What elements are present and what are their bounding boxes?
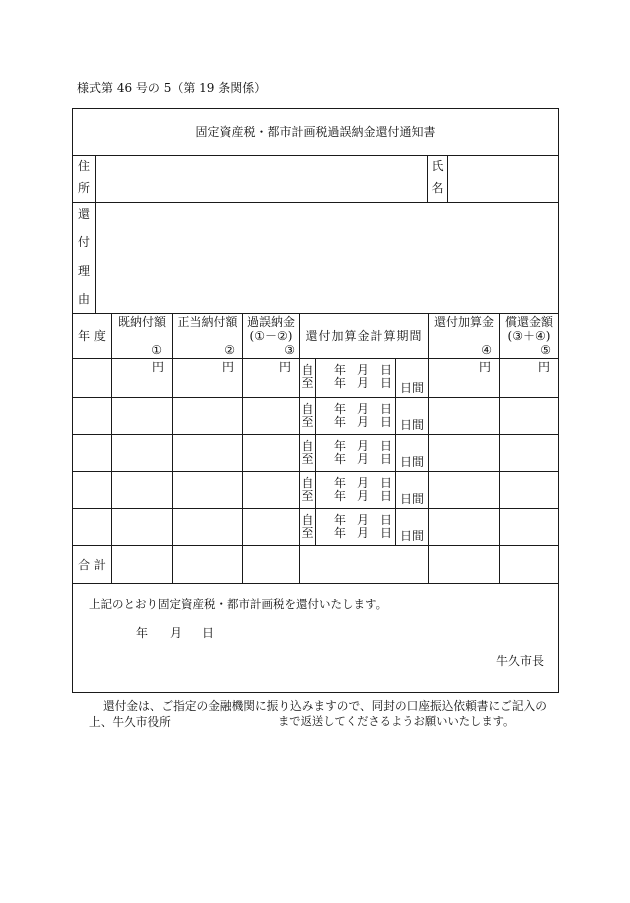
total-overpaid-cell — [243, 546, 300, 583]
addition-amount-cell — [429, 509, 500, 545]
title-row — [73, 109, 558, 156]
from-label: 自 — [301, 402, 314, 416]
header-correct-amount-number: ② — [224, 343, 235, 357]
header-period: 還付加算金計算期間 — [300, 314, 429, 358]
correct-amount-cell — [173, 435, 243, 471]
addition-amount-cell — [429, 472, 500, 508]
year-cell — [73, 509, 112, 545]
header-year: 年 度 — [73, 314, 112, 358]
date-year-label: 年 — [334, 415, 347, 429]
days-cell — [396, 359, 429, 397]
overpaid-amount-cell — [243, 472, 300, 508]
from-label: 自 — [301, 513, 314, 527]
period-from-to-cell — [300, 435, 316, 471]
period-from-to-cell — [300, 509, 316, 545]
header-paid-amount — [112, 314, 173, 358]
footnote-line-1: 還付金は、ご指定の金融機関に振り込みますので、同封の口座振込依頼書にご記入の — [103, 699, 547, 713]
date-day-label: 日 — [380, 376, 393, 390]
total-paid-cell — [112, 546, 173, 583]
name-field — [448, 156, 558, 202]
date-month-label: 月 — [357, 376, 370, 390]
address-label-char: 所 — [77, 181, 90, 195]
date-year-label: 年 — [334, 363, 347, 377]
days-cell — [396, 509, 429, 545]
days-cell — [396, 472, 429, 508]
notice-date-day-label: 日 — [202, 626, 215, 640]
date-day-label: 日 — [380, 402, 393, 416]
header-overpaid-amount-formula: (①－②) — [249, 329, 293, 343]
paid-amount-cell — [112, 472, 173, 508]
reason-label — [73, 203, 96, 313]
date-year-label: 年 — [334, 513, 347, 527]
header-spacer — [429, 329, 499, 343]
yen-unit: 円 — [221, 360, 234, 374]
period-dates-cell — [316, 472, 396, 508]
date-month-label: 月 — [357, 415, 370, 429]
header-correct-amount-label: 正当納付額 — [177, 315, 238, 329]
notice-date-year-label: 年 — [136, 626, 149, 640]
addition-amount-cell — [429, 435, 500, 471]
total-refund-cell — [500, 546, 558, 583]
yen-unit: 円 — [478, 360, 491, 374]
header-overpaid-amount-label: 過誤納金 — [246, 315, 295, 329]
from-label: 自 — [301, 439, 314, 453]
date-year-label: 年 — [334, 439, 347, 453]
date-month-label: 月 — [357, 439, 370, 453]
date-day-label: 日 — [380, 415, 393, 429]
total-correct-cell — [173, 546, 243, 583]
date-year-label: 年 — [334, 526, 347, 540]
date-month-label: 月 — [357, 363, 370, 377]
recipient-row — [73, 156, 558, 203]
date-day-label: 日 — [380, 452, 393, 466]
total-period-cell — [300, 546, 429, 583]
date-year-label: 年 — [334, 452, 347, 466]
overpaid-amount-cell — [243, 435, 300, 471]
addition-amount-cell — [429, 398, 500, 434]
period-dates-cell — [316, 359, 396, 397]
header-paid-amount-label: 既納付額 — [117, 315, 166, 329]
days-cell — [396, 398, 429, 434]
name-label — [428, 156, 448, 202]
to-label: 至 — [301, 376, 314, 390]
name-label-char: 氏 — [431, 159, 444, 173]
to-date — [316, 453, 395, 466]
table-header-row — [73, 314, 558, 359]
date-month-label: 月 — [357, 489, 370, 503]
yen-unit: 円 — [151, 360, 164, 374]
reason-row — [73, 203, 558, 314]
date-day-label: 日 — [380, 526, 393, 540]
paid-amount-cell — [112, 398, 173, 434]
days-cell — [396, 435, 429, 471]
name-label-char: 名 — [431, 181, 444, 195]
correct-amount-cell — [173, 359, 243, 397]
date-year-label: 年 — [334, 476, 347, 490]
refund-statement: 上記のとおり固定資産税・都市計画税を還付いたします。 — [89, 597, 388, 611]
header-addition-amount — [429, 314, 500, 358]
table-row — [73, 359, 558, 398]
date-day-label: 日 — [380, 476, 393, 490]
date-year-label: 年 — [334, 402, 347, 416]
header-paid-amount-number: ① — [151, 343, 162, 357]
form-title: 固定資産税・都市計画税過誤納金還付通知書 — [195, 125, 436, 139]
to-label: 至 — [301, 526, 314, 540]
date-month-label: 月 — [357, 476, 370, 490]
to-label: 至 — [301, 489, 314, 503]
refund-amount-cell — [500, 472, 558, 508]
yen-unit: 円 — [278, 360, 291, 374]
header-overpaid-amount-number: ③ — [284, 343, 295, 357]
table-row — [73, 509, 558, 546]
address-label — [73, 156, 96, 202]
date-month-label: 月 — [357, 452, 370, 466]
days-label: 日間 — [399, 455, 424, 469]
date-month-label: 月 — [357, 402, 370, 416]
reason-label-char: 由 — [77, 291, 90, 306]
days-label: 日間 — [399, 418, 424, 432]
footnote-line-2-end: まで返送してくださるようお願いいたします。 — [278, 715, 515, 728]
date-day-label: 日 — [380, 363, 393, 377]
days-label: 日間 — [399, 492, 424, 506]
to-label: 至 — [301, 415, 314, 429]
to-label: 至 — [301, 452, 314, 466]
reason-label-char: 理 — [77, 263, 90, 278]
header-refund-amount-label: 償還金額 — [504, 315, 553, 329]
footnote-line-2-start: 上、牛久市役所 — [89, 715, 171, 729]
header-addition-amount-number: ④ — [481, 343, 492, 357]
total-row — [73, 546, 558, 584]
table-row — [73, 435, 558, 472]
refund-amount-cell — [500, 398, 558, 434]
year-cell — [73, 398, 112, 434]
year-cell — [73, 435, 112, 471]
notice-date-month-label: 月 — [170, 626, 183, 640]
correct-amount-cell — [173, 509, 243, 545]
overpaid-amount-cell — [243, 398, 300, 434]
issuer-name: 牛久市長 — [495, 654, 544, 668]
date-day-label: 日 — [380, 439, 393, 453]
period-from-to-cell — [300, 359, 316, 397]
refund-amount-cell — [500, 359, 558, 397]
table-row — [73, 472, 558, 509]
to-date — [316, 490, 395, 503]
notice-area — [73, 584, 558, 692]
refund-amount-cell — [500, 509, 558, 545]
paid-amount-cell — [112, 359, 173, 397]
paid-amount-cell — [112, 509, 173, 545]
reason-label-char: 還 — [77, 207, 90, 221]
reason-label-char: 付 — [77, 235, 90, 250]
period-from-to-cell — [300, 398, 316, 434]
header-spacer — [112, 329, 172, 343]
correct-amount-cell — [173, 472, 243, 508]
address-label-char: 住 — [77, 159, 90, 173]
correct-amount-cell — [173, 398, 243, 434]
header-refund-amount-formula: (③＋④) — [507, 329, 551, 343]
notice-form — [72, 108, 559, 693]
date-month-label: 月 — [357, 526, 370, 540]
refund-amount-cell — [500, 435, 558, 471]
header-addition-amount-label: 還付加算金 — [433, 315, 494, 329]
header-spacer — [173, 329, 242, 343]
form-number: 様式第 46 号の 5（第 19 条関係） — [77, 81, 267, 95]
overpaid-amount-cell — [243, 359, 300, 397]
table-row — [73, 398, 558, 435]
date-day-label: 日 — [380, 489, 393, 503]
days-label: 日間 — [399, 529, 424, 543]
yen-unit: 円 — [537, 360, 550, 374]
header-overpaid-amount — [243, 314, 300, 358]
date-year-label: 年 — [334, 489, 347, 503]
total-label: 合 計 — [73, 546, 112, 583]
period-from-to-cell — [300, 472, 316, 508]
date-month-label: 月 — [357, 513, 370, 527]
period-dates-cell — [316, 435, 396, 471]
date-year-label: 年 — [334, 376, 347, 390]
period-dates-cell — [316, 398, 396, 434]
header-refund-amount-number: ⑤ — [540, 343, 551, 357]
addition-amount-cell — [429, 359, 500, 397]
to-date — [316, 527, 395, 540]
from-label: 自 — [301, 476, 314, 490]
to-date — [316, 377, 395, 390]
total-addition-cell — [429, 546, 500, 583]
year-cell — [73, 472, 112, 508]
from-label: 自 — [301, 363, 314, 377]
to-date — [316, 416, 395, 429]
year-cell — [73, 359, 112, 397]
days-label: 日間 — [399, 381, 424, 395]
header-correct-amount — [173, 314, 243, 358]
address-field — [96, 156, 428, 202]
paid-amount-cell — [112, 435, 173, 471]
period-dates-cell — [316, 509, 396, 545]
header-refund-amount — [500, 314, 558, 358]
date-day-label: 日 — [380, 513, 393, 527]
overpaid-amount-cell — [243, 509, 300, 545]
notice-row — [73, 584, 558, 692]
reason-field — [96, 203, 558, 313]
